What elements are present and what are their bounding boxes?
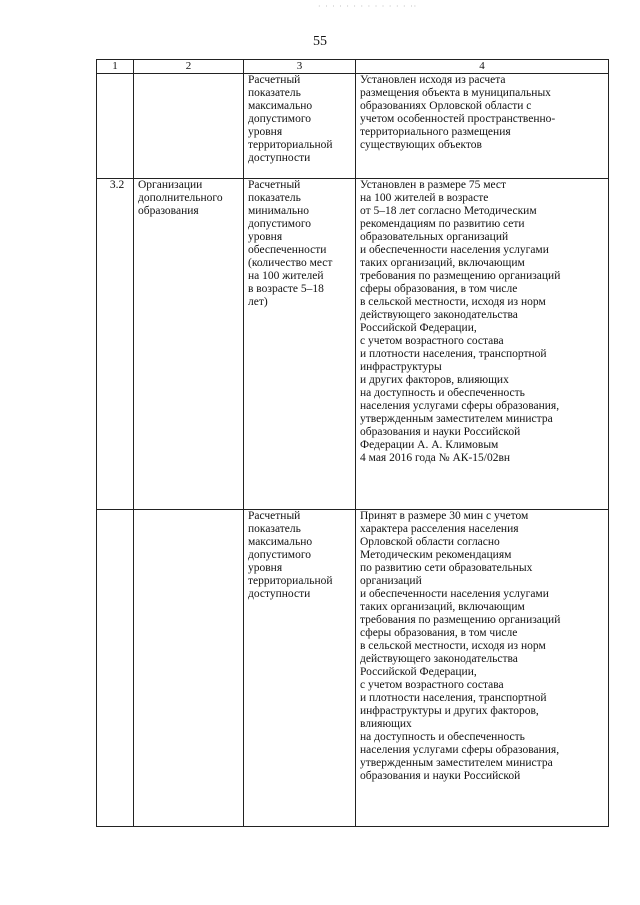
row-number — [97, 74, 134, 179]
table-row — [97, 74, 609, 179]
row-number: 3.2 — [97, 179, 134, 510]
row-number — [97, 510, 134, 827]
column-header-4: 4 — [356, 60, 609, 74]
indicator-name: Расчетный показатель минимально допустимого уровня обеспеченности (количество мест на 100 жителей в возрасте 5–18 лет) — [244, 179, 356, 510]
table-row — [97, 510, 609, 827]
indicator-name: Расчетный показатель максимально допустимого уровня территориальной доступности — [244, 510, 356, 827]
table-row — [97, 179, 609, 510]
organization-name — [134, 74, 244, 179]
table-header-row — [97, 60, 609, 74]
column-header-3: 3 — [244, 60, 356, 74]
organization-name — [134, 510, 244, 827]
column-header-2: 2 — [134, 60, 244, 74]
indicator-description: Принят в размере 30 мин с учетом характера расселения населения Орловской области согласно Методическим рекомендациям по развитию сети образовательных организаций и обеспеченности населения услугами таких организаций, включающим требования по размещению организаций сферы образования, в том числе в сельской местности, исходя из норм действующего законодательства Российской Федерации, с учетом возрастного состава и плотности населения, транспортной инфраструктуры и других факторов, влияющих на доступность и обеспеченность населения услугами сферы образования, утвержденным заместителем министра образования и науки Российской — [356, 510, 609, 827]
indicator-description: Установлен в размере 75 мест на 100 жителей в возрасте от 5–18 лет согласно Методическим рекомендациям по развитию сети образовательных организаций и обеспеченности населения услугами таких организаций, включающим требования по размещению организаций сферы образования, в том числе в сельской местности, исходя из норм действующего законодательства Российской Федерации, с учетом возрастного состава и плотности населения, транспортной инфраструктуры и других факторов, влияющих на доступность и обеспеченность населения услугами сферы образования, утвержденным заместителем министра образования и науки Российской Федерации А. А. Климовым 4 мая 2016 года № АК-15/02вн — [356, 179, 609, 510]
organization-name: Организации дополнительного образования — [134, 179, 244, 510]
column-header-1: 1 — [97, 60, 134, 74]
indicator-name: Расчетный показатель максимально допустимого уровня территориальной доступности — [244, 74, 356, 179]
page-number: 55 — [313, 34, 327, 49]
scan-artifact: · · · · · · · · · · · · · ·· — [318, 2, 418, 11]
indicator-description: Установлен исходя из расчета размещения объекта в муниципальных образованиях Орловской области с учетом особенностей пространственно- территориального размещения существующих объектов — [356, 74, 609, 179]
document-table — [96, 59, 609, 827]
